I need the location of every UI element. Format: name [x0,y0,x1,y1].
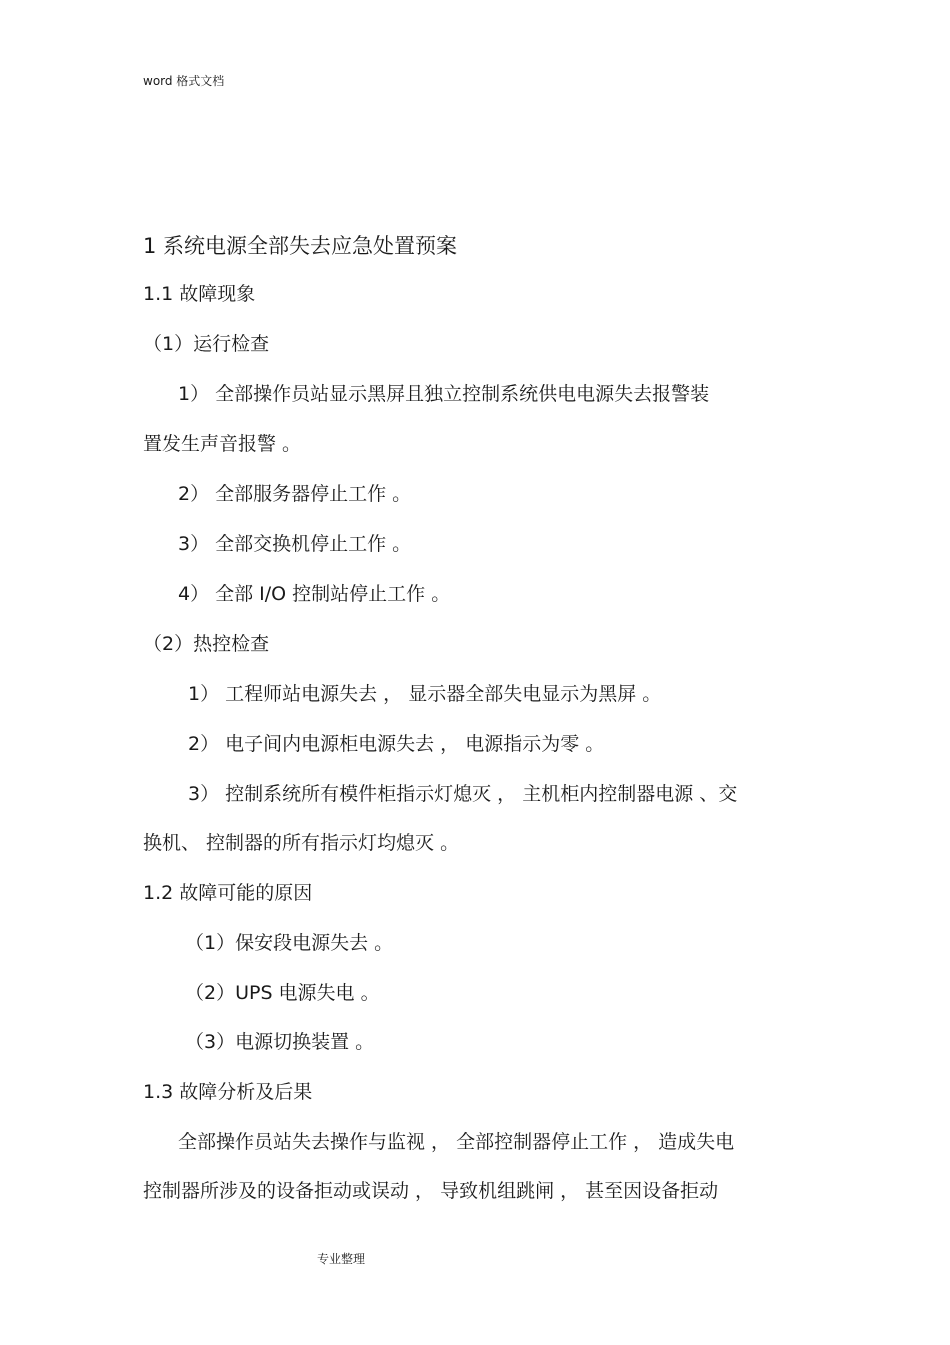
item-module-cabinet-lights-off: 3） 控制系统所有模件柜指示灯熄灭 ， 主机柜内控制器电源 、交 [188,783,738,805]
item-electronic-room-power-lost: 2） 电子间内电源柜电源失去 ， 电源指示为零 。 [188,733,605,755]
heading-1-3: 1.3 故障分析及后果 [143,1081,313,1103]
item-servers-stopped: 2） 全部服务器停止工作 。 [178,483,412,505]
heading-1-2: 1.2 故障可能的原因 [143,882,313,904]
item-security-section-power-lost: （1）保安段电源失去 。 [185,932,394,954]
page-header: word 格式文档 [143,74,225,88]
item-switches-stopped: 3） 全部交换机停止工作 。 [178,533,412,555]
subheading-operation-check: （1）运行检查 [143,333,270,355]
paragraph-analysis-line-2: 控制器所涉及的设备拒动或误动 ， 导致机组跳闸 ， 甚至因设备拒动 [143,1180,719,1202]
heading-1-1: 1.1 故障现象 [143,283,256,305]
item-operator-station-black-screen-cont: 置发生声音报警 。 [143,433,302,455]
subheading-thermal-check: （2）热控检查 [143,633,270,655]
item-io-stations-stopped: 4） 全部 I/O 控制站停止工作 。 [178,583,451,605]
page-footer: 专业整理 [317,1252,366,1266]
section-title: 1 系统电源全部失去应急处置预案 [143,234,458,258]
paragraph-analysis-line-1: 全部操作员站失去操作与监视 ， 全部控制器停止工作 ， 造成失电 [178,1131,735,1153]
item-ups-power-lost: （2）UPS 电源失电 。 [185,982,380,1004]
item-operator-station-black-screen: 1） 全部操作员站显示黑屏且独立控制系统供电电源失去报警装 [178,383,710,405]
item-power-switch-device: （3）电源切换装置 。 [185,1031,375,1053]
item-module-cabinet-lights-off-cont: 换机、 控制器的所有指示灯均熄灭 。 [143,832,460,854]
item-engineer-station-power-lost: 1） 工程师站电源失去 ， 显示器全部失电显示为黑屏 。 [188,683,662,705]
